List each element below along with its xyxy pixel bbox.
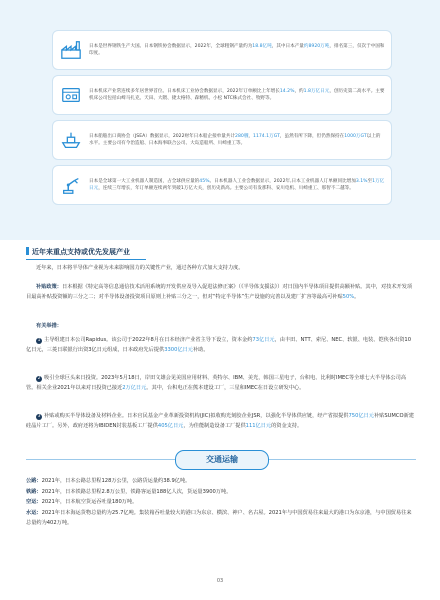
industry-card-text <box>89 133 391 147</box>
bold-label: 补贴政策： <box>36 284 62 290</box>
measures-heading <box>26 322 416 332</box>
text-run: 。日本机器人工业会数据显示，2022年,日本工业机器人订单额同比增加 <box>209 179 356 184</box>
text-run: ，排名第三，仅次于中国和印度。 <box>89 44 385 56</box>
highlight-figure: 111亿日元 <box>245 422 272 429</box>
text-run: 日本是全球第一大工业机器人制造国，占全球供应量的 <box>89 179 200 184</box>
industry-card-machine-tool <box>52 75 392 115</box>
measure-item-2 <box>26 374 416 393</box>
text-run: 日本机床产业常连续多年居世界首位。日本机床工业协会数据显示，2022年订单额比上年增长 <box>89 89 280 94</box>
text-run: ，其中日本产量 <box>271 44 304 49</box>
traffic-section-banner: 交通运输 <box>175 450 269 470</box>
highlight-figure: 50% <box>342 293 355 300</box>
highlight-figure: 约8920万吨 <box>303 44 330 49</box>
highlight-figure: 3.1% <box>355 179 368 184</box>
text-run: ，为佳能制造设备工厂提供 <box>183 422 246 429</box>
text-run: 补助。 <box>192 346 209 353</box>
intro-text: 近年来，日本将半导体产业视为未来影响国力的关键性产业，通过各种方式加大支持力度。 <box>36 265 244 271</box>
text-run: ，虽然有所下降，但仍然保持在 <box>279 134 345 139</box>
measure-item-1 <box>26 336 416 355</box>
text-run: 。其中，台积电正在熊本建设工厂，三星和IMEC在日设立研发中心。 <box>146 384 305 391</box>
text-run: 主导组建日本公司Rapidus。该公司于2022年8月在日本经济产业省主导下设立，资本金约 <box>44 337 253 343</box>
ship-icon <box>53 121 89 159</box>
highlight-figure: 18.8亿吨 <box>252 44 272 49</box>
industry-cards <box>52 30 392 210</box>
text-run: 日本根据《特定高等信息通信技术活用系统的开发供应及导入促进法修正案》（《半导体支援法》）对日国内半导体项目提供高额补贴。其中，对技术开发项目最高补贴投资额的三分之二；对半导体设备投资项目原则上补贴三分之一，但对“特定半导体”生产设施的完善以及建厂扩容等最高可补贴 <box>26 284 413 300</box>
subsidy-paragraph <box>26 283 416 302</box>
highlight-figure: 1000万GT <box>344 134 367 139</box>
traffic-item-rail: 铁路：2021年，日本铁路总里程2.8万公里，铁路客运量188亿人次，货运量3900万吨。 <box>26 488 232 495</box>
intro-paragraph <box>26 264 416 274</box>
text-run: 至 <box>367 179 373 184</box>
industrial-robot-icon <box>53 166 89 204</box>
text-run: 。 <box>354 293 360 300</box>
measure-number-badge: 3 <box>37 414 41 419</box>
text-run: 日本船舶出口商协会（JSEA）数据显示，2022财年日本船企接单量共计 <box>89 134 236 139</box>
measure-number-badge: 1 <box>37 338 41 343</box>
industry-card-text <box>89 43 391 57</box>
traffic-item-air: 空运：2021年，日本航空货运吞吐量180万吨。 <box>26 499 138 505</box>
measure-item-3 <box>26 412 416 431</box>
measure-text <box>26 375 406 391</box>
text-run: ，创历史第二高水平。主要机床公司包括山崎马扎克、天田、大隈、捷太格特、森精机、小松 NTC株式会社、牧野等。 <box>89 89 385 101</box>
traffic-list <box>26 476 416 529</box>
highlight-figure: 45% <box>199 179 210 184</box>
measures-title: 有关举措： <box>36 323 62 329</box>
highlight-figure: 1174.1万GT <box>253 134 280 139</box>
section-title-marker <box>26 247 29 255</box>
text-run: ，连续三年增长，年订单额连续两年突破1万亿大关，创历史新高。主要公司有发那科、安川电机、川崎重工、那智不二越等。 <box>98 186 354 191</box>
text-run: ， <box>248 134 254 139</box>
industry-card-text <box>89 178 391 192</box>
highlight-figure: 750亿日元 <box>348 413 374 419</box>
traffic-item-road: 公路：2021年，日本公路总里程128万公里，公路货运量约38.9亿吨。 <box>26 478 191 484</box>
steel-factory-icon <box>53 31 89 69</box>
text-run: 日本是世界钢铁生产大国。日本钢铁协会数据显示，2022年，全球粗钢产量约为 <box>89 44 253 49</box>
subsidy-text <box>26 284 412 300</box>
highlight-figure: 280艘 <box>235 134 249 139</box>
measure-number-badge: 2 <box>37 376 41 381</box>
highlight-figure: 405亿日元 <box>157 422 184 429</box>
highlight-figure: 3300亿日元 <box>164 346 193 353</box>
measure-text <box>26 413 414 429</box>
section-title <box>26 247 130 257</box>
machine-tool-icon <box>53 76 89 114</box>
text-run: 以上的水平。主要公司有今治造船、日本海事联合公司、大岛造船所、川崎重工等。 <box>89 134 381 146</box>
highlight-figure: 14.2% <box>279 89 295 94</box>
industry-card-steel <box>52 30 392 70</box>
page-number: 03 <box>216 578 224 584</box>
text-run: ，约 <box>294 89 304 94</box>
text-run: 的资金支持。 <box>271 422 303 429</box>
section-title-underline <box>26 259 146 260</box>
industry-card-shipbuilding <box>52 120 392 160</box>
text-run: 吸引全球巨头来日投资。2023年5月18日，岸田文雄会见美国应用材料、英特尔、IBM、美光，韩国三星电子，台积电、比利时IMEC等全球七大半导体公司高管。相关企业2021年以来对日投资已接近 <box>26 375 407 391</box>
text-run: ，由丰田、NTT、索尼、NEC、软银、电装、铠侠各出资10亿日元，三菱日联银行出资3亿日元组成，日本政府先后提供 <box>26 337 412 353</box>
text-run: 补贴SUMCO新建硅晶片工厂。另外，政府还将为IBIDEN封装基板工厂提供 <box>26 413 414 429</box>
text-run: 补贴或购买半导体设备及材料企业。日本官民基金产业革新投资机构(JIC)拟收购光刻胶企业JSR，以强化半导体供应链，经产省拟提供 <box>44 413 349 419</box>
industry-card-text <box>89 88 391 102</box>
measure-text <box>26 337 411 353</box>
highlight-figure: 1.8万亿日元 <box>303 89 330 94</box>
section-title-text: 近年来重点支持或优先发展产业 <box>32 248 130 256</box>
industry-card-robot <box>52 165 392 205</box>
highlight-figure: 1万亿日元 <box>89 179 385 191</box>
highlight-figure: 2万亿日元 <box>122 384 147 391</box>
traffic-item-water: 水运：2021年日本海运货物总量约为25.7亿吨。集装箱吞吐量较大的港口为东京、横滨、神户、名古屋。2021年与中国贸易往来最大的港口为东京港，与中国贸易往来总量约为402万吨。 <box>26 509 412 526</box>
highlight-figure: 73亿日元 <box>252 337 275 343</box>
